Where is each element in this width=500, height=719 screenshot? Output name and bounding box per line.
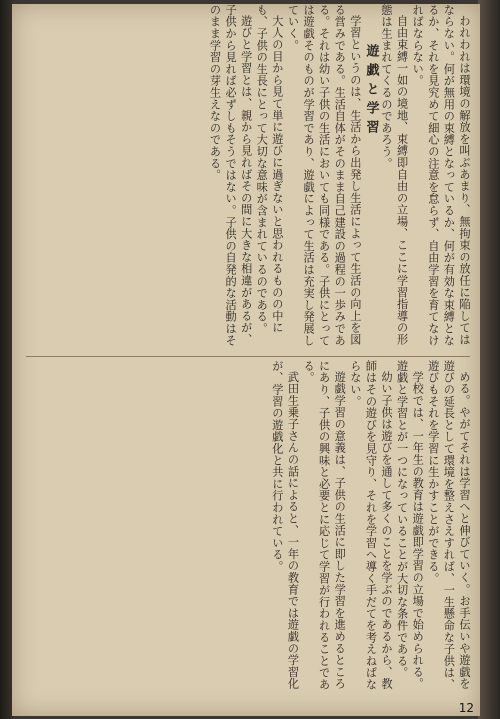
book-edge-shadow xyxy=(478,0,500,719)
lower-paragraph-5: 武田生乗子さんの話によると、一年の教育では遊戯の学習化が、学習の遊戯化と共に行われている。 xyxy=(270,360,300,690)
body-paragraph-2: 大人の目から見て単に遊びに過ぎないと思われるものの中にも、子供の生長にとって大切な意味が含まれているのである。 xyxy=(255,4,284,335)
section-divider xyxy=(26,356,470,357)
intro-paragraph-2: 自由束縛一如の境地、束縛即自由の立場、ここに学習指導の形態は生まれてくるのであろう。 xyxy=(380,4,409,346)
lower-paragraph-3: 幼い子供は遊びを通して多くのことを学ぶのであるから、教師はその遊びを見守り、それを学習へ導く手だてを考えねばならない。 xyxy=(348,360,394,691)
lower-paragraph-1: める。やがてそれは学習へと伸びていく。お手伝いや遊戯を遊びの延長として環境を整えさえすれば、一生懸命な子供は、遊びもそれを学習に生かすことができる。 xyxy=(426,360,471,691)
intro-paragraph-1: われわれは環境の解放を叫ぶあまり、無拘束の放任に陥してはならない。何が無用の束縛となっているか、何が有効な束縛となるか、それを見究めて細心の注意を怠らず、自由学習を育てなければならない。 xyxy=(411,4,471,347)
body-paragraph-3: 遊びと学習とは、親から見ればその間に大きな相違があるが、子供から見れば必ずしもそうではない。子供の自発的な活動はそのまま学習の芽生えなのである。 xyxy=(208,4,253,347)
upper-text-columns xyxy=(32,4,472,354)
page-number: 12 xyxy=(458,701,474,715)
lower-paragraph-2: 学校では、一年生の教育は遊戯即学習の立場で始められる。遊戯と学習とが一つになっていることが大切な条件である。 xyxy=(395,360,425,690)
book-page xyxy=(12,4,480,716)
lower-paragraph-4: 遊戯学習の意義は、子供の生活に即した学習を進めるところにあり、子供の興味と必要とに応じて学習が行われることである。 xyxy=(302,360,347,691)
upper-text-block xyxy=(12,4,480,354)
body-paragraph-1: 学習というのは、生活から出発し生活によって生活の向上を図る営みである。生活自体がそのまま自己建設の過程の一歩みである。それは幼い子供の生活においても同様である。子供にとっては遊戯そのものが学習であり、遊戯によって生活は充実し発展していく。 xyxy=(286,4,362,347)
section-heading: 遊戯と学習 xyxy=(363,44,379,139)
lower-text-columns xyxy=(32,360,472,700)
lower-text-block xyxy=(12,360,480,700)
